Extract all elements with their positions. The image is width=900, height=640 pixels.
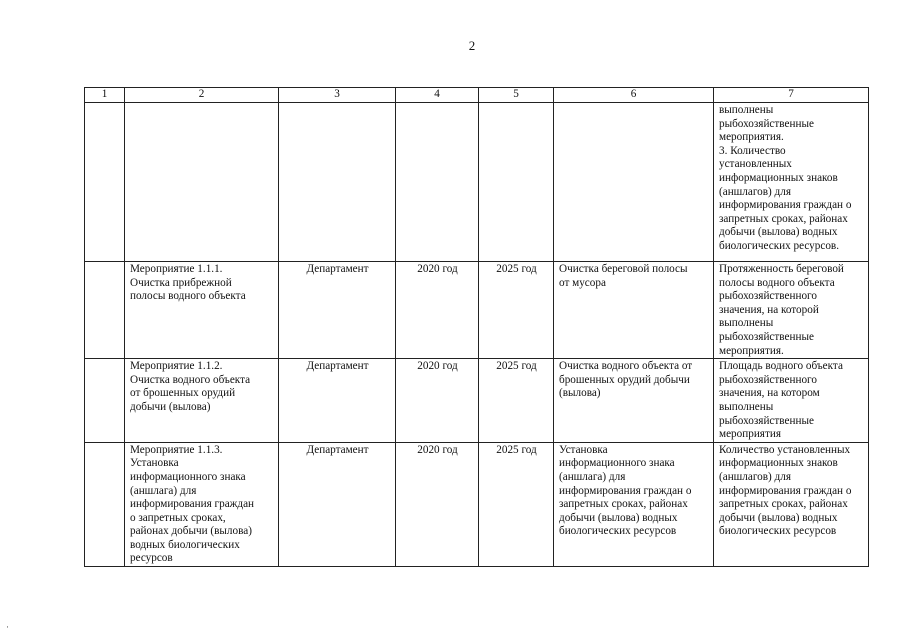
cell-text: 2020 год — [417, 263, 458, 275]
cell-text: Департамент — [306, 360, 369, 373]
cell-text: Площадь водного объекта рыбохозяйственного значения, на котором выполнены рыбохозяйственные мероприятия — [719, 360, 843, 441]
header-row — [85, 88, 869, 103]
cell-text: Мероприятие 1.1.3. Установка информационного знака (аншлага) для информирования граждан о запретных сроках, районах добычи (вылова) водных биологических ресурсов — [130, 443, 255, 565]
cell-text: Установка информационного знака (аншлага) для информирования граждан о запретных сроках, районах добычи (вылова) водных биологических ресурсов — [559, 443, 692, 538]
cell-indicator — [714, 262, 869, 359]
cell-text: Протяженность береговой полосы водного объекта рыбохозяйственного значения, на которой выполнены рыбохозяйственные мероприятия. — [719, 263, 844, 357]
column-header-5: 5 — [479, 88, 554, 103]
cell-text: Количество установленных информационных знаков (аншлагов) для информирования граждан о запретных сроках, районах добычи (вылова) водных биологических ресурсов — [719, 443, 852, 538]
cell-start-year — [396, 103, 479, 262]
cell-indicator — [714, 442, 869, 566]
cell-text: выполнены рыбохозяйственные мероприятия. 3. Количество установленных информационных знаков (аншлагов) для информирования граждан о запретных сроках, районах добычи (вылова) водных биологических ресурсов. — [719, 104, 852, 252]
table-row-activity-1-1-2 — [85, 359, 869, 443]
cell-end-year — [479, 262, 554, 359]
cell-activity — [125, 359, 279, 443]
activities-table — [84, 87, 869, 567]
cell-activity — [125, 103, 279, 262]
page-number: 2 — [468, 38, 476, 53]
cell-executor — [279, 262, 396, 359]
column-header-7: 7 — [714, 88, 869, 103]
column-header-4: 4 — [396, 88, 479, 103]
cell-result — [554, 103, 714, 262]
cell-text: 2025 год — [496, 263, 537, 275]
cell-result — [554, 442, 714, 566]
table-row-continuation — [85, 103, 869, 262]
column-header-6: 6 — [554, 88, 714, 103]
cell-end-year — [479, 442, 554, 566]
cell-result — [554, 359, 714, 443]
cell-number — [85, 442, 125, 566]
cell-executor — [279, 359, 396, 443]
cell-executor — [279, 442, 396, 566]
cell-text: Департамент — [306, 443, 369, 456]
cell-end-year — [479, 103, 554, 262]
table-row-activity-1-1-3 — [85, 442, 869, 566]
cell-start-year — [396, 442, 479, 566]
column-header-2: 2 — [125, 88, 279, 103]
column-header-1: 1 — [85, 88, 125, 103]
table-row-activity-1-1-1 — [85, 262, 869, 359]
cell-executor — [279, 103, 396, 262]
cell-text: Очистка водного объекта от брошенных орудий добычи (вылова) — [559, 360, 693, 400]
cell-number — [85, 103, 125, 262]
cell-start-year — [396, 359, 479, 443]
cell-text: Мероприятие 1.1.2. Очистка водного объекта от брошенных орудий добычи (вылова) — [130, 360, 251, 413]
cell-number — [85, 262, 125, 359]
cell-indicator — [714, 103, 869, 262]
cell-text: 2020 год — [417, 443, 458, 456]
column-header-3: 3 — [279, 88, 396, 103]
cell-indicator — [714, 359, 869, 443]
cell-text: Мероприятие 1.1.1. Очистка прибрежной полосы водного объекта — [130, 263, 246, 303]
cell-number — [85, 359, 125, 443]
cell-text: 2025 год — [496, 443, 537, 456]
cell-end-year — [479, 359, 554, 443]
cell-text: Департамент — [306, 263, 369, 275]
cell-text: 2020 год — [417, 360, 458, 373]
cell-activity — [125, 262, 279, 359]
cell-result — [554, 262, 714, 359]
cell-text: Очистка береговой полосы от мусора — [559, 263, 688, 289]
cell-activity — [125, 442, 279, 566]
cell-text: 2025 год — [496, 360, 537, 373]
cell-start-year — [396, 262, 479, 359]
scan-speck: · — [6, 622, 9, 632]
